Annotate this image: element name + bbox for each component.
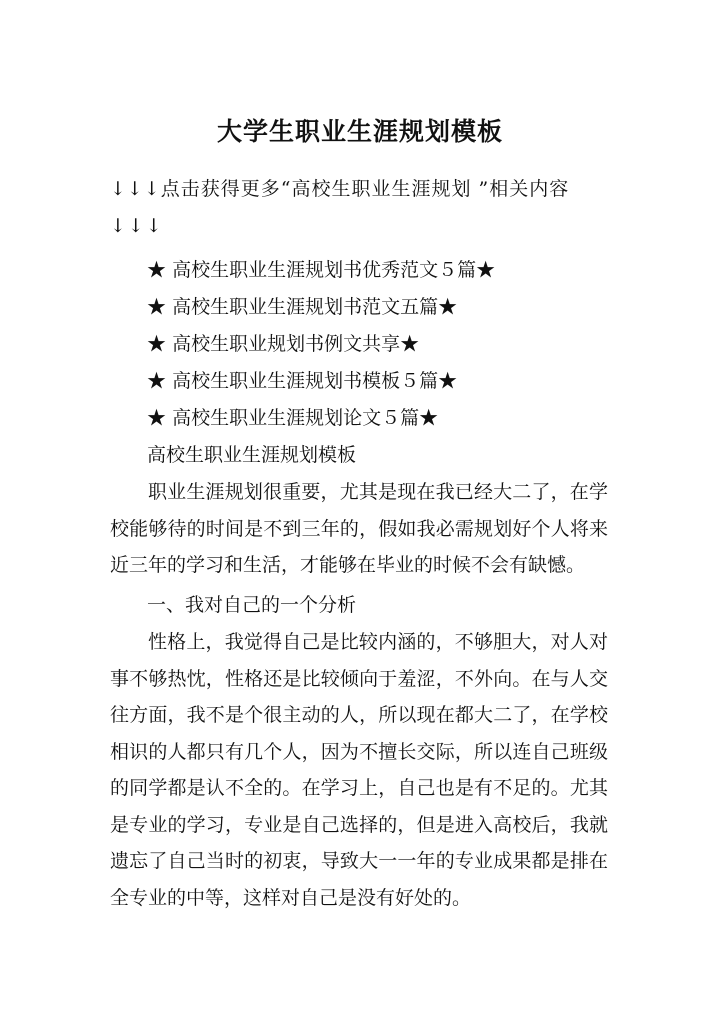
star-icon: ★ xyxy=(147,296,167,318)
star-icon: ★ xyxy=(147,333,167,355)
related-link-2[interactable] xyxy=(147,289,457,326)
related-link-1[interactable] xyxy=(147,252,495,289)
star-icon: ★ xyxy=(438,296,458,318)
related-link-label: 高校生职业生涯规划书范文五篇 xyxy=(172,296,439,318)
intro-line[interactable] xyxy=(110,171,615,208)
section-heading: 一、我对自己的一个分析 xyxy=(147,594,357,616)
intro-arrows: ↓↓↓ xyxy=(110,215,164,237)
document-title: 大学生职业生涯规划模板 xyxy=(216,117,503,146)
related-link-4[interactable] xyxy=(147,363,457,400)
related-link-label: 高校生职业规划书例文共享 xyxy=(172,333,401,355)
related-link-5[interactable] xyxy=(147,400,438,437)
star-icon: ★ xyxy=(147,370,167,392)
star-icon: ★ xyxy=(438,370,458,392)
more-content-link[interactable]: ↓↓↓点击获得更多“高校生职业生涯规划 ”相关内容 xyxy=(110,178,570,200)
related-link-label: 高校生职业生涯规划书优秀范文５篇 xyxy=(172,259,477,281)
star-icon: ★ xyxy=(147,407,167,429)
related-link-label: 高校生职业生涯规划论文５篇 xyxy=(172,407,420,429)
section-title: 高校生职业生涯规划模板 xyxy=(147,444,357,466)
body-paragraph: 职业生涯规划很重要，尤其是现在我已经大二了，在学校能够待的时间是不到三年的，假如我必需规划好个人将来近三年的学习和生活，才能够在毕业的时候不会有缺憾。 xyxy=(110,481,608,576)
related-link-label: 高校生职业生涯规划书模板５篇 xyxy=(172,370,439,392)
star-icon: ★ xyxy=(400,333,420,355)
related-link-3[interactable] xyxy=(147,326,419,363)
star-icon: ★ xyxy=(147,259,167,281)
star-icon: ★ xyxy=(476,259,496,281)
body-paragraph: 性格上，我觉得自己是比较内涵的，不够胆大，对人对事不够热忱，性格还是比较倾向于羞涩，不外向。在与人交往方面，我不是个很主动的人，所以现在都大二了，在学校相识的人都只有几个人，因为不擅长交际，所以连自己班级的同学都是认不全的。在学习上，自己也是有不足的。尤其是专业的学习，专业是自己选择的，但是进入高校后，我就遗忘了自己当时的初衷，导致大一一年的专业成果都是排在全专业的中等，这样对自己是没有好处的。 xyxy=(110,631,608,909)
star-icon: ★ xyxy=(419,407,439,429)
